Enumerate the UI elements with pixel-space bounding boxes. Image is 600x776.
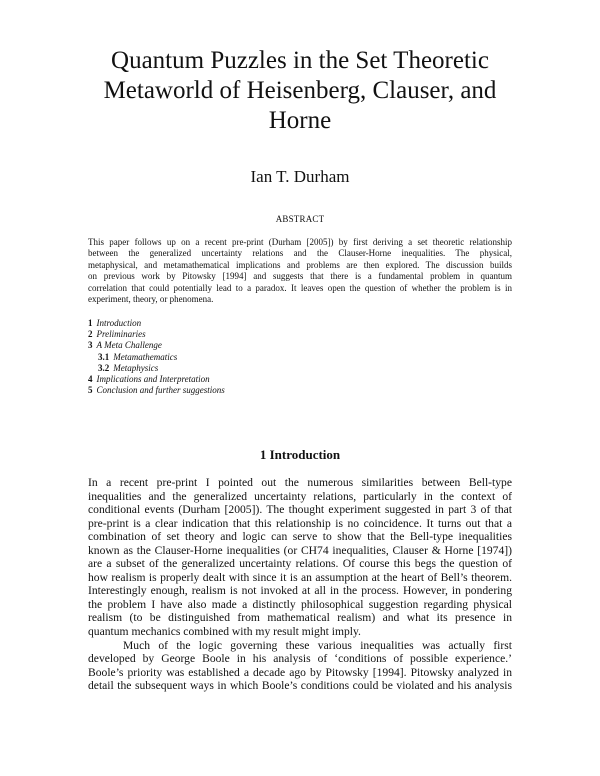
paper-title xyxy=(0,46,600,136)
toc-item[interactable] xyxy=(88,385,225,396)
text-line: Much of the logic governing these various inequalities was actually first xyxy=(123,638,512,652)
body-text xyxy=(88,476,512,693)
text-line: conditional events (Durham [2005]). The thought experiment suggested in part 3 of that xyxy=(88,503,512,517)
toc-item[interactable] xyxy=(88,340,225,351)
text-line: In a recent pre-print I pointed out the numerous similarities between Bell-type xyxy=(88,476,512,489)
toc-item[interactable] xyxy=(88,318,225,329)
toc-number: 3 xyxy=(88,340,93,351)
title-line: Quantum Puzzles in the Set Theoretic xyxy=(111,47,489,74)
text-line: are a subset of the generalized uncertainty relations. Of course this begs the question of xyxy=(88,557,512,571)
text-line: This paper follows up on a recent pre-print (Durham [2005]) by first deriving a set theoretic relationship xyxy=(88,237,512,247)
toc-label: A Meta Challenge xyxy=(96,340,162,351)
title-line: Metaworld of Heisenberg, Clauser, and xyxy=(103,77,497,104)
text-line: detail the subsequent ways in which Boole’s conditions could be violated and his analysis xyxy=(88,679,512,693)
toc-item[interactable] xyxy=(88,329,225,340)
text-line: correlation that could potentially lead to a paradox. It leaves open the question of whether the problem is in xyxy=(88,282,512,293)
text-line: on previous work by Pitowsky [1994] and suggests that there is a fundamental problem in quantum xyxy=(88,271,512,282)
toc-number: 5 xyxy=(88,385,93,396)
toc-label: Metamathematics xyxy=(113,351,178,362)
title-line: Horne xyxy=(268,107,332,134)
text-line: inequalities and the generalized uncertainty relations, particularly in the context of xyxy=(88,489,512,503)
text-line: experiment, theory, or phenomena. xyxy=(88,294,214,305)
author: Ian T. Durham xyxy=(250,167,350,186)
abstract-heading: ABSTRACT xyxy=(275,214,325,224)
section-heading: 1 Introduction xyxy=(259,447,341,462)
toc-item[interactable] xyxy=(88,363,225,374)
text-line: Boole’s priority was established a decade ago by Pitowsky [1994]. Pitowsky analyzed in xyxy=(88,665,512,679)
text-line: combination of set theory and logic can serve to show that the Bell-type inequalities xyxy=(88,530,512,544)
toc-label: Metaphysics xyxy=(113,362,159,373)
toc-item[interactable] xyxy=(88,352,225,363)
toc-number: 2 xyxy=(88,329,93,340)
toc-number: 4 xyxy=(88,374,93,385)
toc-number: 1 xyxy=(88,318,93,328)
text-line: developed by George Boole in his analysis of ‘conditions of possible experience.’ xyxy=(88,652,512,666)
text-line: between the generalized uncertainty relations and the Clauser-Horne inequalities. The physical, xyxy=(88,248,512,259)
text-line: the problem I have also made a distinctly philosophical suggestion regarding physical xyxy=(88,597,512,611)
toc-label: Implications and Interpretation xyxy=(96,374,210,385)
toc-number: 3.1 xyxy=(98,351,110,362)
toc-label: Preliminaries xyxy=(96,329,146,340)
toc-item[interactable] xyxy=(88,374,225,385)
text-line: known as the Clauser-Horne inequalities (or CH74 inequalities, Clauser & Horne [1974]) xyxy=(88,543,512,557)
toc-label: Introduction xyxy=(96,318,142,328)
text-line: quantum mechanics combined with my result might imply. xyxy=(88,625,361,639)
abstract-body xyxy=(88,237,512,305)
text-line: Interestingly enough, realism is not invoked at all in the process. However, in pondering xyxy=(88,584,512,598)
text-line: how realism is properly dealt with since it is an assumption at the heart of Bell’s theorem. xyxy=(88,570,512,584)
text-line: pre-print is a clear indication that this relationship is no coincidence. It turns out that a xyxy=(88,516,512,530)
text-line: metaphysical, and metamathematical implications and problems are then explored. The discussion builds xyxy=(88,259,512,270)
text-line: realism (to be distinguished from mathematical realism) and what its presence in xyxy=(88,611,512,625)
toc-label: Conclusion and further suggestions xyxy=(96,385,225,396)
toc-number: 3.2 xyxy=(98,362,110,373)
table-of-contents xyxy=(88,318,225,396)
